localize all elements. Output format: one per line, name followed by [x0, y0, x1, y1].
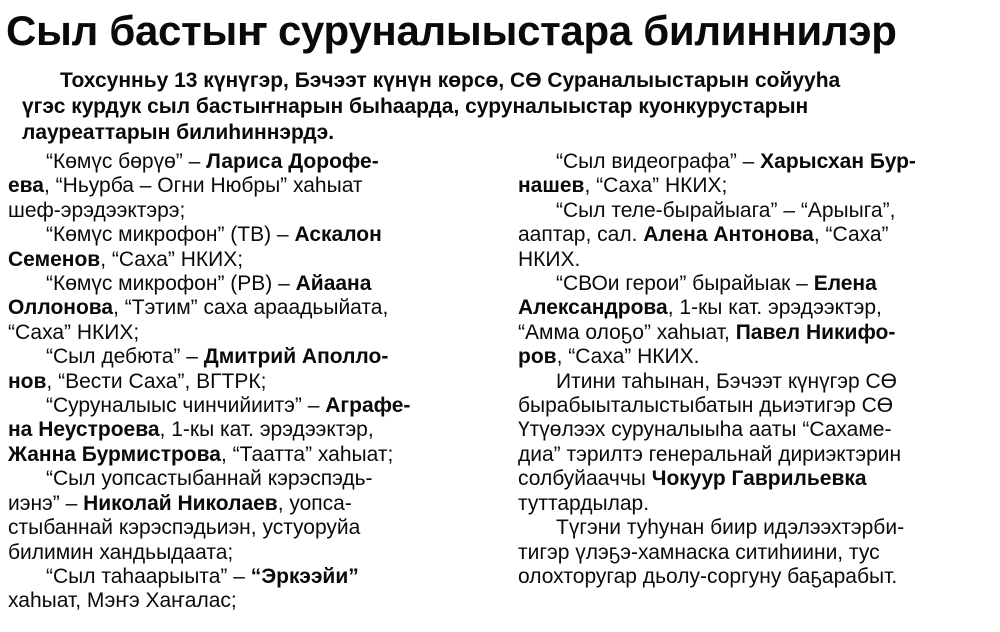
- line-text: , уопса-: [277, 491, 352, 515]
- line-text: диа” тэрилтэ генеральнай дириэктэрин: [518, 442, 902, 466]
- column-line: [8, 321, 486, 345]
- column-line: [518, 296, 992, 320]
- line-text: “СВОи герои” бырайыак –: [556, 272, 814, 296]
- line-text: , “Саха”: [813, 223, 889, 247]
- column-line: [8, 418, 486, 442]
- line-text: , “Саха” НКИХ;: [584, 174, 728, 198]
- column-line: [518, 345, 992, 369]
- column-line: [8, 345, 486, 369]
- line-text: стыбаннай кэрэспэдьиэн, устуоруйа: [8, 516, 361, 540]
- column-line: [518, 443, 992, 467]
- column-line: [8, 589, 486, 613]
- line-text: “Көмүс бөрүө” –: [46, 150, 207, 173]
- column-line: [8, 296, 486, 320]
- column-line: [518, 565, 992, 589]
- column-line: [518, 541, 992, 565]
- line-text: туттардылар.: [518, 491, 650, 515]
- lead-line: лауреаттарын билиһиннэрдэ.: [22, 121, 335, 144]
- person-name: “Эркээйи”: [250, 564, 359, 588]
- column-line: [518, 370, 992, 394]
- person-name: Павел Никифо-: [735, 320, 896, 344]
- line-text: “Сыл таһаарыыта” –: [46, 564, 251, 588]
- person-name: Айаана: [295, 272, 372, 296]
- person-name: Оллонова: [8, 296, 114, 320]
- column-line: [518, 199, 992, 223]
- person-name: Николай Николаев: [83, 491, 278, 515]
- column-gutter: [502, 152, 503, 622]
- column-line: [8, 174, 486, 198]
- column-line: [518, 248, 992, 272]
- person-name: Семенов: [8, 247, 101, 271]
- person-name: Жанна Бурмистрова: [8, 442, 221, 466]
- line-text: “Сыл теле-бырайыага” – “Арыыга”,: [556, 198, 896, 222]
- line-text: билимин хандьыдаата;: [8, 540, 234, 564]
- line-text: “Сыл дебюта” –: [46, 345, 204, 369]
- line-text: , “Тэтим” саха араадьыйата,: [113, 296, 389, 320]
- line-text: “Көмүс микрофон” (РВ) –: [46, 272, 296, 296]
- column-line: [518, 516, 992, 540]
- line-text: “Саха” НКИХ;: [8, 320, 140, 344]
- line-text: , “Вести Саха”, ВГТРК;: [46, 369, 267, 393]
- line-text: Итини таһынан, Бэчээт күнүгэр СӨ: [556, 369, 898, 393]
- column-line: [518, 394, 992, 418]
- line-text: шеф-эрэдээктэрэ;: [8, 198, 186, 222]
- column-line: [8, 370, 486, 394]
- line-text: олохторугар дьолу-соргуну баҕарабыт.: [518, 564, 898, 588]
- article-headline: Сыл бастыҥ суруналыыстара билиннилэр: [6, 7, 897, 54]
- line-text: ааптар, сал.: [518, 223, 644, 247]
- lead-line: үгэс курдук сыл бастыҥнарын быһаарда, суруналыыстар куонкурустарын: [22, 95, 809, 118]
- column-line: [518, 150, 992, 174]
- column-line: [8, 541, 486, 565]
- column-line: [8, 492, 486, 516]
- column-line: [8, 443, 486, 467]
- person-name: на Неустроева: [8, 418, 160, 442]
- person-name: ров: [518, 345, 557, 369]
- column-line: [8, 150, 486, 174]
- line-text: хаһыат, Мэҥэ Хаҥалас;: [8, 589, 237, 613]
- person-name: Аскалон: [294, 223, 382, 247]
- column-line: [518, 223, 992, 247]
- right-column: [518, 150, 992, 589]
- line-text: Түгэни туһунан биир идэлээхтэрби-: [556, 516, 905, 540]
- column-line: [8, 394, 486, 418]
- person-name: нашев: [518, 174, 585, 198]
- person-name: Дмитрий Аполло-: [203, 345, 389, 369]
- column-line: [8, 565, 486, 589]
- column-line: [518, 321, 992, 345]
- person-name: Аграфе-: [325, 394, 411, 418]
- lead-line: Тохсунньу 13 күнүгэр, Бэчээт күнүн көрсө, СӨ Сураналыыстарын сойууһа: [60, 69, 841, 92]
- person-name: ева: [8, 174, 44, 198]
- line-text: иэнэ” –: [8, 491, 84, 515]
- line-text: бырабыыталыстыбатын дьиэтигэр СӨ: [518, 394, 894, 418]
- line-text: , “Ньурба – Огни Нюбры” хаһыат: [44, 174, 363, 198]
- person-name: Александрова: [518, 296, 668, 320]
- person-name: Алена Антонова: [643, 223, 814, 247]
- line-text: Үтүөлээх суруналыыһа ааты “Сахаме-: [518, 418, 892, 442]
- line-text: “Суруналыыс чинчийиитэ” –: [46, 394, 326, 418]
- column-line: [8, 516, 486, 540]
- column-line: [8, 223, 486, 247]
- column-line: [8, 248, 486, 272]
- line-text: “Амма олоҕо” хаһыат,: [518, 320, 736, 344]
- person-name: Харысхан Бур-: [760, 150, 916, 173]
- column-line: [518, 467, 992, 491]
- left-column: [8, 150, 486, 614]
- person-name: Чокуур Гаврильевка: [651, 467, 867, 491]
- column-line: [518, 492, 992, 516]
- person-name: нов: [8, 369, 47, 393]
- line-text: , 1-кы кат. эрэдээктэр,: [159, 418, 374, 442]
- line-text: тигэр үлэҕэ-хамнаска ситиһиини, тус: [518, 540, 880, 564]
- article-lead: [22, 68, 990, 146]
- line-text: “Сыл видеографа” –: [556, 150, 761, 173]
- line-text: “Сыл уопсастыбаннай кэрэспэдь-: [46, 467, 373, 491]
- line-text: , “Саха” НКИХ.: [556, 345, 700, 369]
- person-name: Елена: [813, 272, 877, 296]
- column-line: [518, 174, 992, 198]
- line-text: , “Саха” НКИХ;: [100, 247, 244, 271]
- column-line: [8, 199, 486, 223]
- column-line: [518, 272, 992, 296]
- line-text: НКИХ.: [518, 247, 581, 271]
- column-line: [518, 418, 992, 442]
- person-name: Лариса Дорофе-: [206, 150, 379, 173]
- line-text: , “Таатта” хаһыат;: [220, 442, 394, 466]
- line-text: солбуйааччы: [518, 467, 652, 491]
- line-text: “Көмүс микрофон” (ТВ) –: [46, 223, 295, 247]
- column-line: [8, 467, 486, 491]
- line-text: , 1-кы кат. эрэдээктэр,: [667, 296, 882, 320]
- column-line: [8, 272, 486, 296]
